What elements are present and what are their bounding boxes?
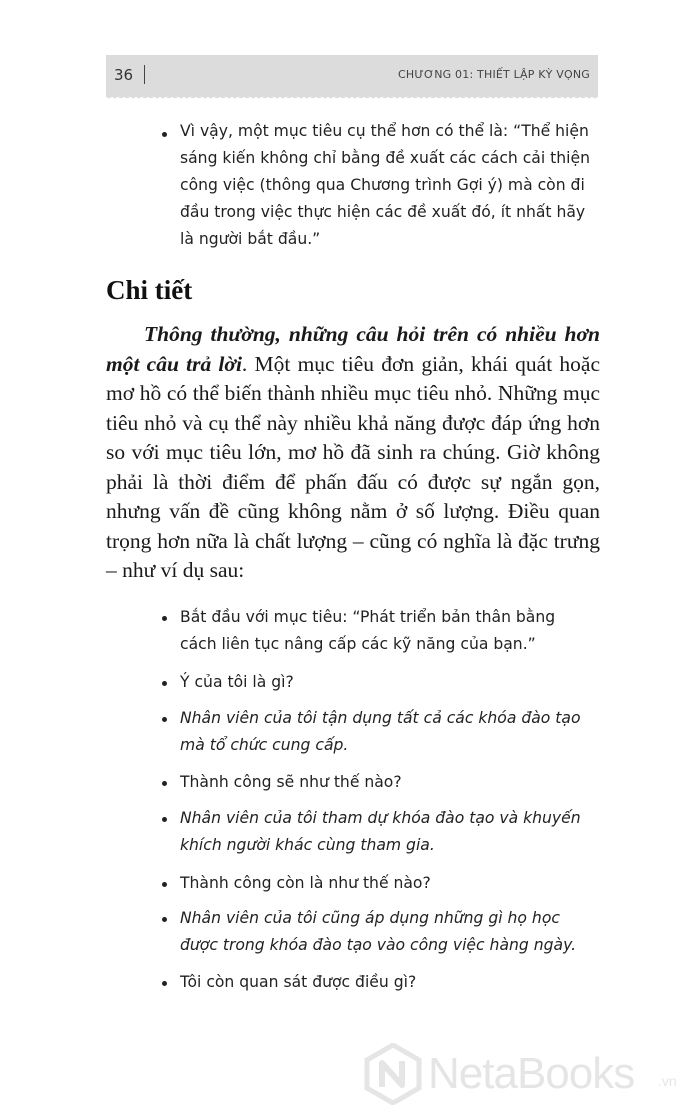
list-item: Tôi còn quan sát được điều gì? bbox=[180, 973, 417, 991]
section-heading: Chi tiết bbox=[106, 275, 193, 305]
list-item: Thành công còn là như thế nào? bbox=[180, 874, 431, 892]
list-item: Thành công sẽ như thế nào? bbox=[180, 773, 402, 791]
list-item: Nhân viên của tôi tham dự khóa đào tạo và khuyến khích người khác cùng tham gia. bbox=[180, 809, 581, 854]
intro-bullet-text: Vì vậy, một mục tiêu cụ thể hơn có thể là: “Thể hiện sáng kiến không chỉ bằng đề xuất các cách cải thiện công việc (thông qua Chương trình Gợi ý) mà còn đi đầu trong việc thực hiện các đề xuất đó, ít nhất hãy là người bắt đầu.” bbox=[180, 122, 590, 248]
running-header bbox=[106, 55, 598, 97]
header-divider bbox=[144, 65, 145, 84]
list-item: Bắt đầu với mục tiêu: “Phát triển bản thân bằng cách liên tục nâng cấp các kỹ năng của bạn.” bbox=[180, 608, 556, 653]
watermark-suffix: .vn bbox=[658, 1073, 677, 1089]
body-paragraph bbox=[106, 320, 600, 586]
list-item: Nhân viên của tôi tận dụng tất cả các khóa đào tạo mà tổ chức cung cấp. bbox=[180, 709, 581, 754]
list-item: Ý của tôi là gì? bbox=[180, 673, 294, 691]
paragraph-lead: Thông thường, những câu hỏi trên có nhiều hơn một câu trả lời bbox=[106, 322, 600, 376]
paragraph-body: . Một mục tiêu đơn giản, khái quát hoặc mơ hồ có thể biến thành nhiều mục tiêu nhỏ. Những mục tiêu nhỏ và cụ thể này nhiều khả năng được đáp ứng hơn so với mục tiêu lớn, mơ hồ đã sinh ra chúng. Giờ không phải là thời điểm để phấn đấu có được sự ngắn gọn, nhưng vấn đề cũng không nằm ở số lượng. Điều quan trọng hơn nữa là chất lượng – cũng có nghĩa là đặc trưng – như ví dụ sau: bbox=[106, 351, 600, 582]
chapter-title: CHƯƠNG 01: THIẾT LẬP KỲ VỌNG bbox=[397, 68, 590, 81]
watermark bbox=[362, 1043, 692, 1105]
netabooks-logo-icon bbox=[362, 1043, 424, 1105]
watermark-brand: NetaBooks bbox=[428, 1049, 635, 1098]
page-number: 36 bbox=[114, 66, 134, 84]
list-item: Nhân viên của tôi cũng áp dụng những gì họ học được trong khóa đào tạo vào công việc hàng ngày. bbox=[180, 909, 577, 954]
